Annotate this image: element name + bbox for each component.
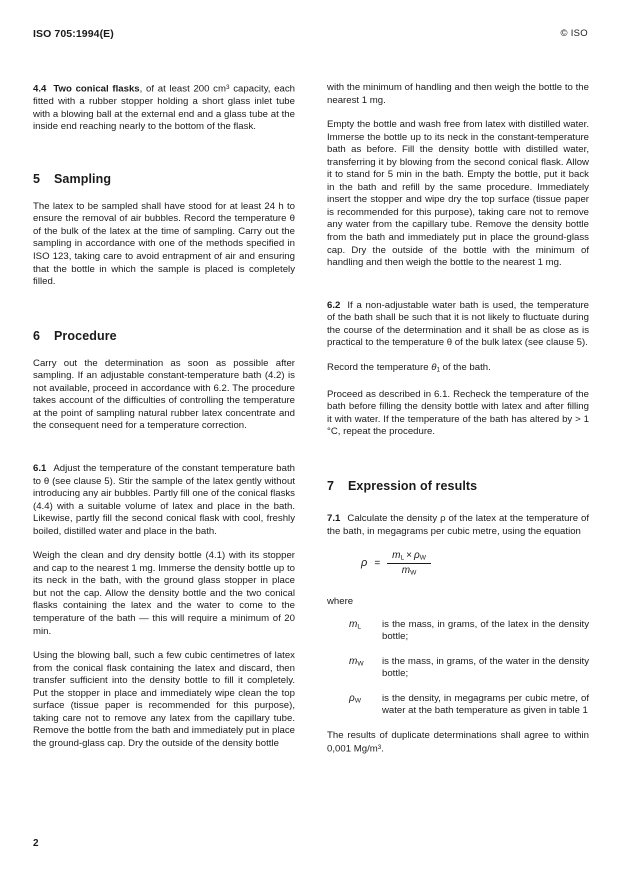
symbol-definition-list	[327, 619, 589, 718]
clause-6-1-paragraph	[33, 463, 295, 538]
spacer-before-section-6	[33, 301, 295, 329]
equation-left-hand-side: ρ	[361, 557, 368, 569]
symbol-base-glyph: m	[349, 618, 358, 630]
paragraph-record-bath-temperature	[327, 362, 589, 377]
numerator-m-glyph: m	[392, 550, 401, 562]
equation-row	[361, 550, 431, 576]
section-6-number: 6	[33, 328, 41, 343]
section-6-paragraph: Carry out the determination as soon as possible after sampling. If an adjustable constant-temperature bath (4.2) is not available, proceed in accordance with 6.2. The procedure takes account of the difficulties of controlling the temperature at the point of sampling natural rubber latex concentrate and the consequent need for a temperature correction.	[33, 357, 295, 432]
record-text-after-symbol: of the bath.	[439, 361, 491, 373]
equation-fraction	[387, 550, 431, 576]
document-identifier: ISO 705:1994(E)	[33, 28, 114, 40]
cubic-centimetre-superscript: 3	[226, 84, 230, 91]
density-water-symbol	[414, 550, 426, 561]
spacer-before-section-5	[33, 146, 295, 172]
record-text-before-symbol: Record the temperature	[327, 361, 432, 373]
paragraph-proceed-recheck: Proceed as described in 6.1. Recheck the temperature of the bath before filling the density bottle with latex and after filling it with water. If the temperature of the bath has altered by > 1 °C, repeat the procedure.	[327, 388, 589, 438]
paragraph-empty-and-wash-bottle: Empty the bottle and wash free from latex with distilled water. Immerse the bottle up to its neck in the constant-temperature bath as before. Fill the density bottle with distilled water, transferring it by blowing from the second conical flask. Allow it to stand for 5 min in the bath. Empty the bottle, put it back in the bath and refill by the same procedure. Immediately insert the stopper and wipe dry the top surface (tissue paper is recommended for this purpose), taking care not to remove any water from the capillary tube. Remove the density bottle from the bath and immediately put in place the ground-glass cap. Dry the outside of the bottle with the minimum of handling and then weigh the bottle to the nearest 1 mg.	[327, 119, 589, 269]
copyright-notice: © ISO	[560, 28, 588, 39]
symbol-definition-row	[327, 619, 589, 644]
denominator-m-subscript: W	[410, 568, 417, 576]
clause-4-4-number: 4.4	[33, 83, 47, 95]
spacer-after-section-7-heading	[327, 493, 589, 513]
where-label: where	[327, 596, 354, 608]
section-5-heading	[33, 172, 295, 186]
symbol-definition-row	[327, 656, 589, 681]
section-5-paragraph: The latex to be sampled shall have stood for at least 24 h to ensure the removal of air bubbles. Record the temperature θ of the bulk of the latex at the time of sampling. Carry out the sampling in accordance with one of the methods specified in ISO 123, taking care to avoid entrapment of air and ensuring that the bottle in which the sample is placed is completely filled.	[33, 200, 295, 288]
clause-6-1-number: 6.1	[33, 462, 47, 474]
symbol-base-glyph: m	[349, 655, 358, 667]
section-6-title: Procedure	[54, 328, 117, 343]
spacer-after-section-6-heading	[33, 343, 295, 358]
symbol-m-latex	[349, 619, 361, 630]
spacer-before-clause-6-2	[327, 282, 589, 300]
theta-glyph: θ	[431, 361, 437, 373]
mass-water-symbol	[402, 565, 417, 576]
theta-one-symbol	[431, 362, 440, 373]
running-header	[33, 28, 588, 44]
numerator-rho-subscript: W	[419, 554, 426, 562]
clause-7-1-number: 7.1	[327, 512, 341, 524]
clause-6-2-text: If a non-adjustable water bath is used, the temperature of the bath shall be such that it is not likely to fluctuate during the course of the determination and it shall be as close as is practical to the temperature θ of the bulk latex (see clause 5).	[327, 299, 589, 349]
spacer-after-section-5-heading	[33, 186, 295, 201]
symbol-definition-text: is the density, in megagrams per cubic metre, of water at the bath temperature as given in table 1	[382, 692, 589, 717]
equation-multiplication-sign: ×	[406, 550, 413, 562]
clause-7-1-paragraph	[327, 513, 589, 538]
left-column	[33, 82, 295, 762]
clause-4-4-title: Two conical flasks	[53, 83, 140, 95]
clause-4-4-text-before-superscript: , of at least 200 cm	[139, 83, 226, 95]
symbol-term-m-latex	[349, 619, 361, 630]
paragraph-weigh-density-bottle: Weigh the clean and dry density bottle (4.1) with its stopper and cap to the nearest 1 mg. Immerse the density bottle up to its neck in the bath, with the ground glass stopper in place but not the cap. Allow the density bottle and the two conical flasks containing the latex and the water to come to the temperature of the bath — this will require a minimum of 20 min.	[33, 550, 295, 637]
clause-6-2-number: 6.2	[327, 299, 341, 311]
symbol-subscript: W	[354, 697, 361, 705]
spacer-before-clause-6-1	[33, 445, 295, 463]
body-columns	[33, 82, 589, 812]
section-7-title: Expression of results	[348, 478, 478, 493]
equation-numerator	[387, 550, 431, 562]
page-number: 2	[33, 838, 39, 849]
section-6-heading	[33, 329, 295, 343]
theta-subscript-one: 1	[436, 366, 440, 374]
section-5-title: Sampling	[54, 171, 112, 186]
symbol-term-m-water	[349, 656, 364, 667]
symbol-definition-text: is the mass, in grams, of the water in the density bottle;	[382, 655, 589, 680]
paragraph-duplicate-determinations	[327, 730, 589, 757]
results-text-after-superscript: .	[381, 744, 384, 756]
symbol-definition-text: is the mass, in grams, of the latex in the density bottle;	[382, 618, 589, 643]
density-equation	[327, 550, 589, 584]
symbol-base-glyph: ρ	[349, 692, 355, 704]
symbol-definition-row	[327, 693, 589, 718]
mass-latex-symbol	[392, 550, 404, 561]
clause-6-2-paragraph	[327, 300, 589, 350]
clause-7-1-text: Calculate the density ρ of the latex at the temperature of the bath, in megagrams per cubic metre, using the equation	[327, 512, 589, 537]
section-7-number: 7	[327, 478, 335, 493]
symbol-term-rho-water	[349, 693, 361, 704]
equation-equals-sign: =	[374, 557, 381, 569]
paragraph-blowing-ball: Using the blowing ball, such a few cubic centimetres of latex from the conical flask containing the latex and discard, then transfer sufficient into the density bottle to fill it completely. Put the stopper in place and immediately wipe clean the top surface (tissue paper is recommended for this purpose), taking care not to remove any latex from the capillary tube. Remove the bottle from the bath and immediately put in place the ground-glass cap. Dry the outside of the density bottle	[33, 650, 295, 749]
numerator-rho-glyph: ρ	[414, 550, 420, 562]
paragraph-continued-from-left-column: with the minimum of handling and then weigh the bottle to the nearest 1 mg.	[327, 82, 589, 106]
cubic-metre-superscript: 3	[377, 744, 382, 752]
results-text-before-superscript: The results of duplicate determinations shall agree to within 0,001 Mg/m	[327, 729, 589, 756]
symbol-subscript: W	[357, 660, 364, 668]
numerator-m-subscript: L	[400, 554, 405, 562]
symbol-subscript: L	[357, 623, 362, 631]
equation-denominator	[397, 564, 422, 576]
denominator-m-glyph: m	[401, 564, 411, 576]
symbol-rho-water	[349, 693, 361, 704]
symbol-m-water	[349, 656, 364, 667]
clause-4-4-text-after-superscript: capacity, each fitted with a rubber stopper holding a short glass inlet tube with a blowing ball at the external end and a glass tube at the inside end reaching nearly to the bottom of the flask.	[33, 83, 295, 133]
section-7-heading	[327, 479, 589, 493]
section-5-number: 5	[33, 171, 41, 186]
right-column	[327, 82, 589, 769]
spacer-before-section-7	[327, 451, 589, 479]
clause-4-4-paragraph	[33, 82, 295, 134]
clause-6-1-text: Adjust the temperature of the constant temperature bath to θ (see clause 5). Stir the sample of the latex gently without introducing any air bubbles. Partly fill one of the conical flasks (4.4) with a suitable volume of latex and place in the bath. Likewise, partly fill the second conical flask with cool, freshly boiled, distilled water and place in the bath.	[33, 462, 295, 537]
